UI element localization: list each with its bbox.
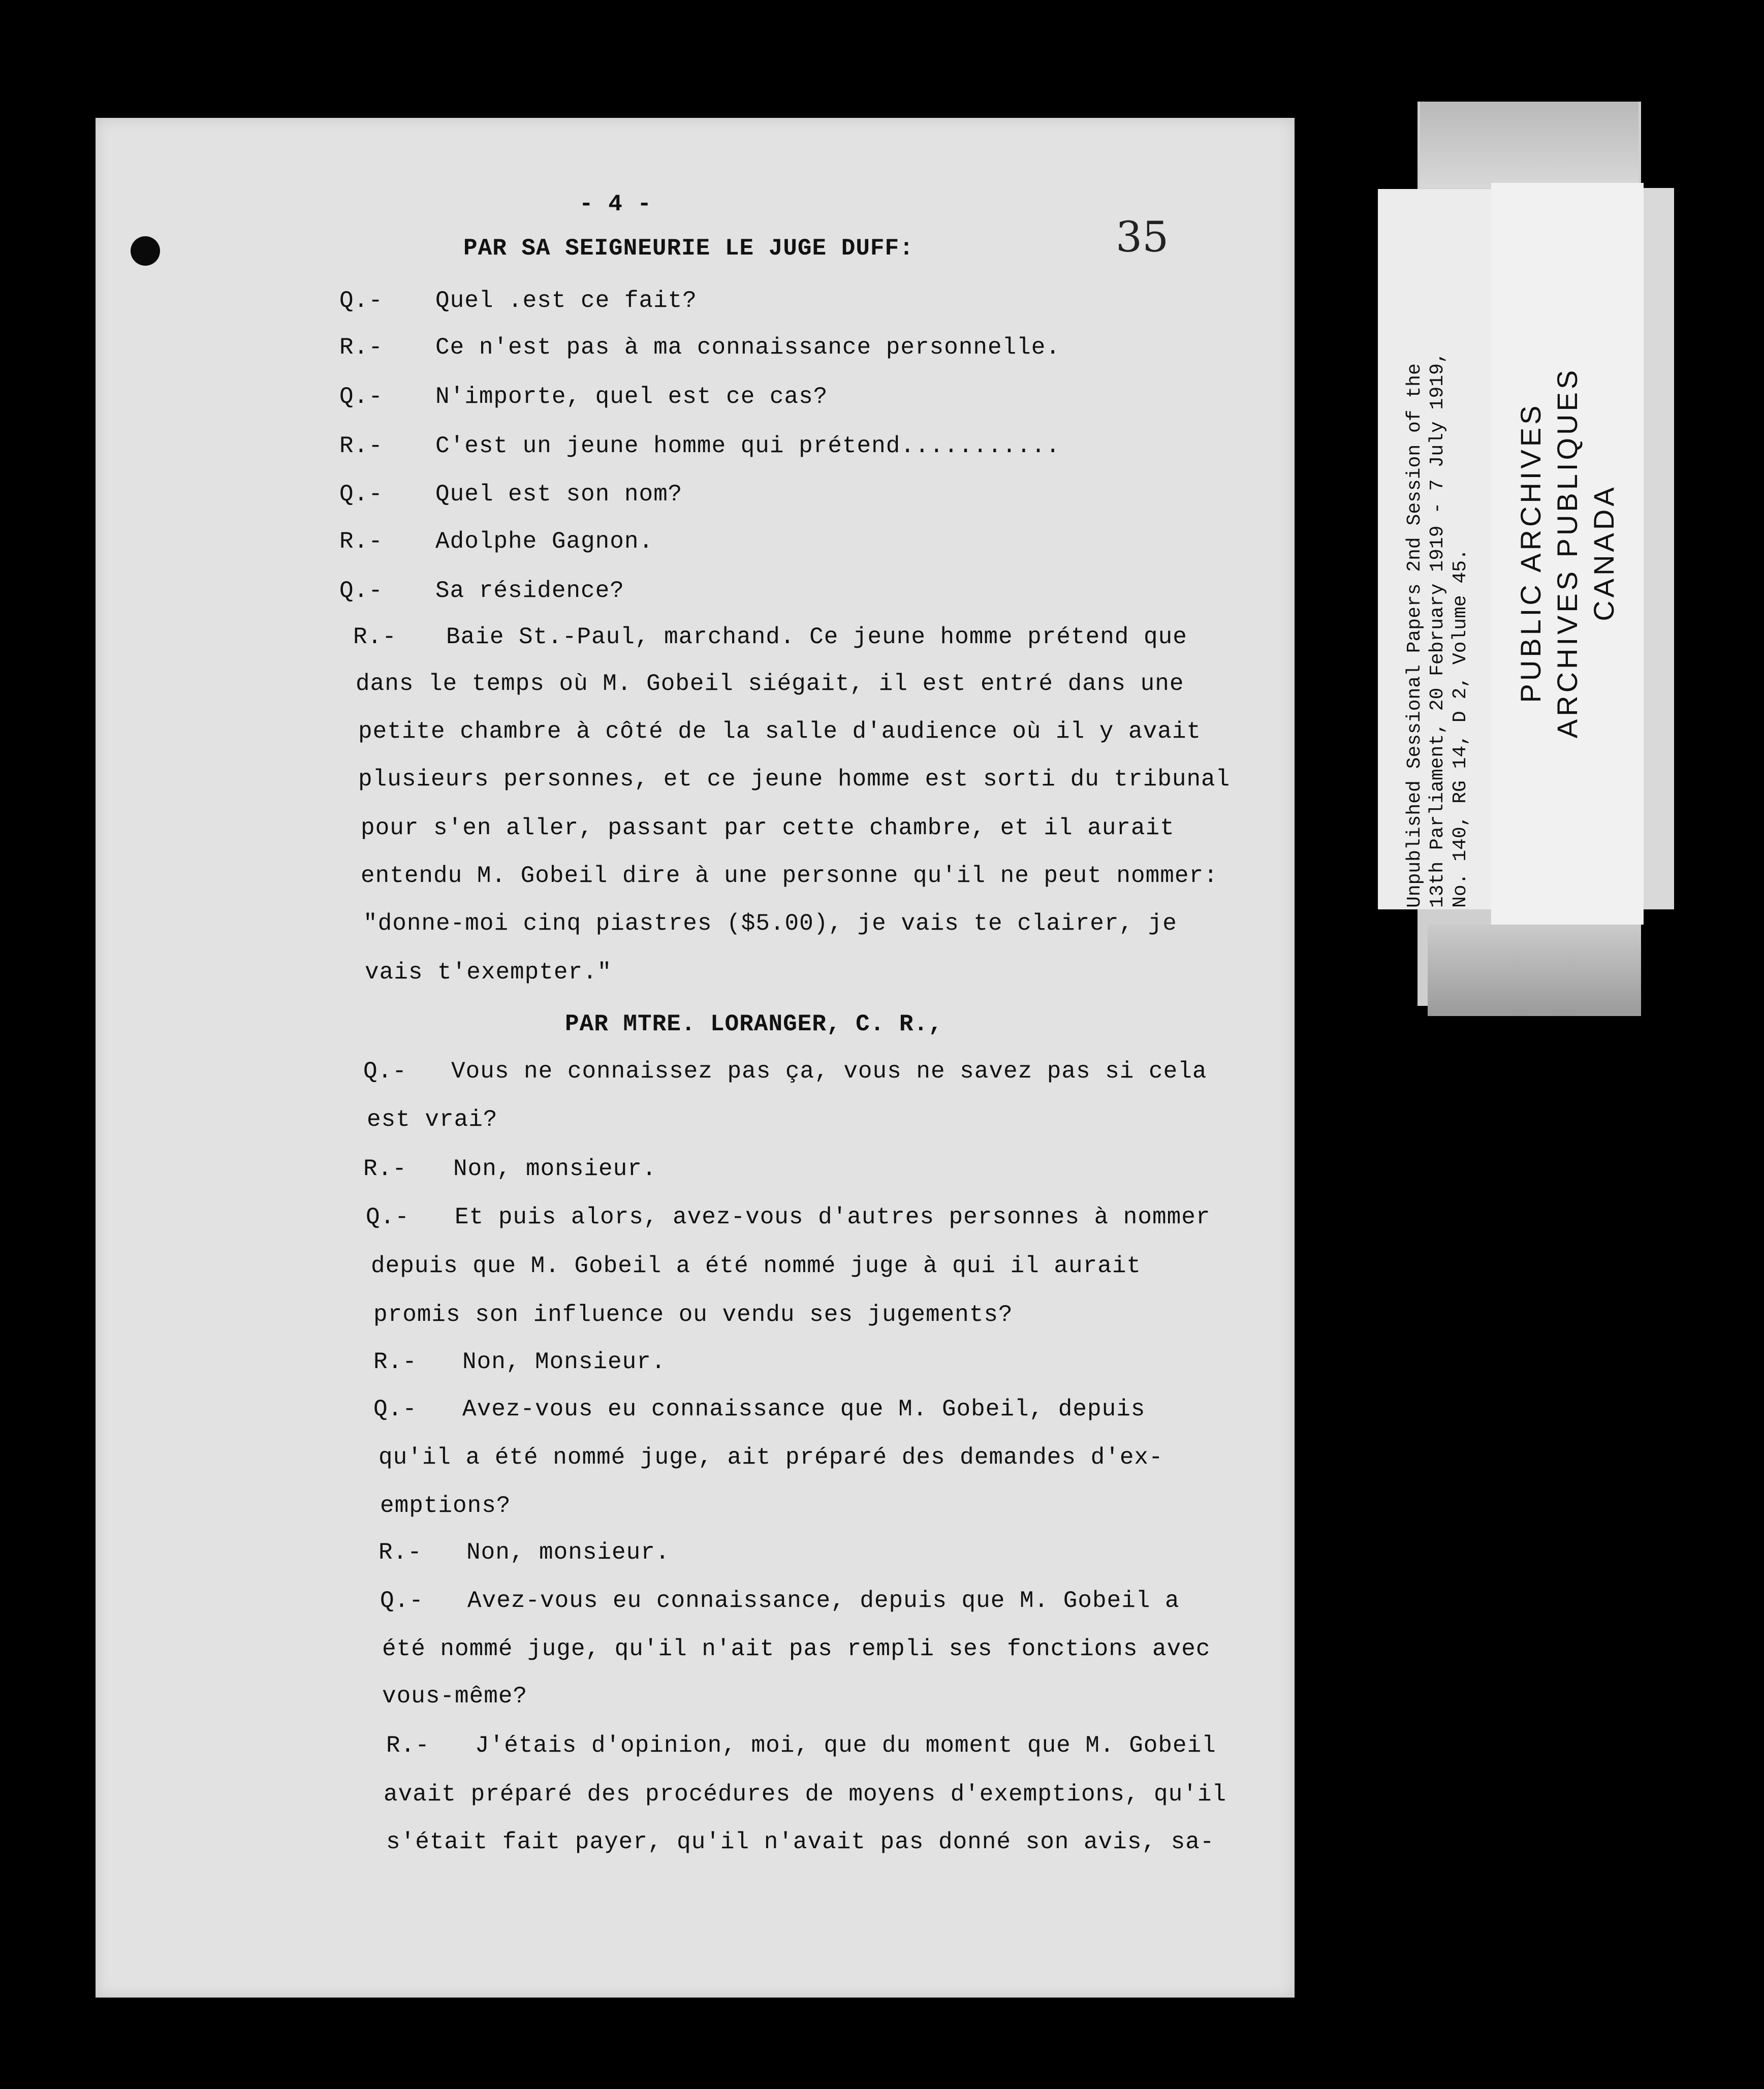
archive-strip-top [1420,102,1639,188]
archive-strip-right [1641,188,1674,909]
line-prefix: Q.- [339,481,383,508]
transcript-line: avait préparé des procédures de moyens d'exemptions, qu'il [384,1781,1227,1808]
transcript-line: Quel est son nom? [435,481,683,508]
transcript-line: petite chambre à côté de la salle d'audience où il y avait [358,718,1202,745]
transcript-line: plusieurs personnes, et ce jeune homme est sorti du tribunal [358,766,1231,793]
line-prefix: R.- [363,1156,407,1182]
line-prefix: Q.- [339,384,383,410]
line-prefix: R.- [339,334,383,361]
transcript-line: depuis que M. Gobeil a été nommé juge à qui il aurait [371,1253,1142,1279]
transcript-line: Vous ne connaissez pas ça, vous ne savez pas si cela [451,1058,1207,1085]
punch-hole [131,236,160,266]
archives-stamp-line-1: PUBLIC ARCHIVES [1515,402,1547,703]
transcript-line: dans le temps où M. Gobeil siégait, il est entré dans une [356,671,1184,697]
page-marker: - 4 - [579,191,652,217]
line-prefix: Q.- [373,1396,417,1422]
transcript-line: C'est un jeune homme qui prétend........... [435,433,1060,459]
transcript-line: Et puis alors, avez-vous d'autres personnes à nommer [455,1204,1211,1230]
line-prefix: Q.- [380,1588,424,1614]
transcript-line: qu'il a été nommé juge, ait préparé des demandes d'ex- [379,1444,1163,1471]
line-prefix: R.- [339,433,383,459]
transcript-line: Non, monsieur. [466,1539,670,1566]
transcript-line: vais t'exempter." [365,959,612,986]
transcript-line: Ce n'est pas à ma connaissance personnelle. [435,334,1060,361]
folio-number: 35 [1116,213,1169,262]
line-prefix: Q.- [363,1058,407,1085]
line-prefix: R.- [379,1539,422,1566]
archive-label-line-1: Unpublished Sessional Papers 2nd Session of the [1404,363,1426,908]
transcript-line: emptions? [380,1493,511,1519]
transcript-line: s'était fait payer, qu'il n'avait pas donné son avis, sa- [386,1829,1215,1855]
transcript-line: Non, Monsieur. [462,1349,666,1375]
heading-1: PAR SA SEIGNEURIE LE JUGE DUFF: [463,235,914,262]
line-prefix: R.- [353,624,397,650]
archive-label-line-3: No. 140, RG 14, D 2, Volume 45. [1450,549,1471,908]
archives-stamp-line-3: CANADA [1588,484,1620,621]
heading-2: PAR MTRE. LORANGER, C. R., [565,1011,943,1037]
archive-label-card [1378,189,1505,909]
line-prefix: Q.- [339,288,383,314]
archives-stamp-text [1513,248,1622,858]
archives-stamp-card [1491,183,1644,925]
archive-label-line-2: 13th Parliament, 20 February 1919 - 7 July 1919, [1427,352,1448,908]
transcript-line: vous-même? [382,1683,528,1710]
transcript-line: promis son influence ou vendu ses jugements? [373,1302,1013,1328]
transcript-line: "donne-moi cinq piastres ($5.00), je vais te clairer, je [363,910,1177,937]
transcript-line: Sa résidence? [435,578,624,604]
transcript-line: Quel .est ce fait? [435,288,697,314]
transcript-line: Avez-vous eu connaissance que M. Gobeil, depuis [462,1396,1146,1422]
line-prefix: R.- [386,1732,430,1759]
line-prefix: R.- [339,528,383,555]
archives-stamp-line-2: ARCHIVES PUBLIQUES [1551,367,1583,739]
transcript-line: été nommé juge, qu'il n'ait pas rempli ses fonctions avec [382,1636,1211,1662]
transcript-line: Avez-vous eu connaissance, depuis que M. Gobeil a [467,1588,1180,1614]
transcript-line: Baie St.-Paul, marchand. Ce jeune homme prétend que [446,624,1187,650]
line-prefix: Q.- [339,578,383,604]
transcript-line: N'importe, quel est ce cas? [435,384,828,410]
transcript-line: Adolphe Gagnon. [435,528,654,555]
transcript-line: J'étais d'opinion, moi, que du moment que M. Gobeil [475,1732,1216,1759]
transcript-line: Non, monsieur. [453,1156,657,1182]
archive-strip-bottom [1428,925,1641,1016]
transcript-line: pour s'en aller, passant par cette chambre, et il aurait [361,815,1175,841]
line-prefix: Q.- [366,1204,410,1230]
transcript-line: entendu M. Gobeil dire à une personne qu'il ne peut nommer: [361,863,1218,889]
line-prefix: R.- [373,1349,417,1375]
archive-label-text [1403,186,1479,908]
transcript-line: est vrai? [367,1106,498,1133]
